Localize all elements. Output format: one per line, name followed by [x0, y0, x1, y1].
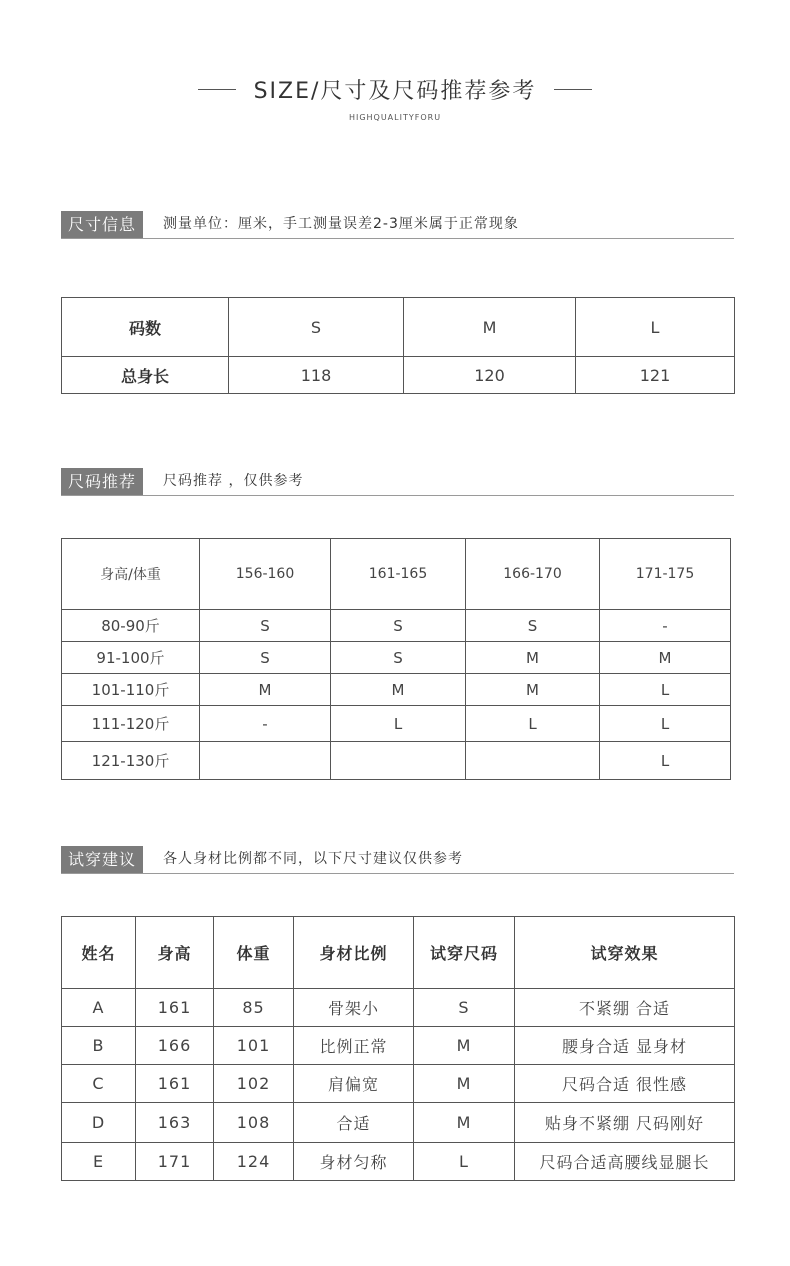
recommend-table-cell: - — [600, 610, 731, 642]
tryon-table-row — [62, 1027, 735, 1065]
tryon-table-cell: 102 — [214, 1065, 294, 1103]
recommend-table-header-cell: 156-160 — [200, 539, 331, 610]
section-size-info — [61, 211, 734, 239]
recommend-table-cell: M — [200, 674, 331, 706]
size-table-cell: 120 — [404, 357, 576, 394]
tryon-table-header-cell: 姓名 — [62, 917, 136, 989]
recommend-table-row — [62, 610, 731, 642]
size-table-row — [62, 357, 735, 394]
section-recommend-description: 尺码推荐 ，仅供参考 — [163, 473, 304, 489]
section-recommend-label: 尺码推荐 — [61, 468, 143, 495]
tryon-table-row — [62, 989, 735, 1027]
recommend-table-cell: 111-120斤 — [62, 706, 200, 742]
section-size-info-description: 测量单位：厘米，手工测量误差2-3厘米属于正常现象 — [163, 216, 519, 232]
tryon-table-cell: 尺码合适 很性感 — [515, 1065, 735, 1103]
section-recommend — [61, 468, 734, 496]
recommend-table-cell: 80-90斤 — [62, 610, 200, 642]
tryon-table-header-row — [62, 917, 735, 989]
section-tryon-description: 各人身材比例都不同，以下尺寸建议仅供参考 — [163, 851, 464, 867]
tryon-table-cell: 比例正常 — [294, 1027, 414, 1065]
tryon-table-cell: M — [414, 1065, 515, 1103]
recommend-table-cell: S — [331, 642, 466, 674]
recommend-table-header-cell: 身高/体重 — [62, 539, 200, 610]
tryon-table-cell: 尺码合适高腰线显腿长 — [515, 1143, 735, 1181]
recommend-table-row — [62, 706, 731, 742]
section-tryon-label: 试穿建议 — [61, 846, 143, 873]
tryon-table-cell: 171 — [136, 1143, 214, 1181]
tryon-table-header-cell: 试穿尺码 — [414, 917, 515, 989]
recommend-table-cell: S — [200, 610, 331, 642]
size-table-header-cell: M — [404, 298, 576, 357]
recommend-table-cell: 121-130斤 — [62, 742, 200, 780]
section-tryon — [61, 846, 734, 874]
tryon-table-header-cell: 身材比例 — [294, 917, 414, 989]
recommend-table-cell — [331, 742, 466, 780]
section-size-info-label: 尺寸信息 — [61, 211, 143, 238]
tryon-table-row — [62, 1103, 735, 1143]
tryon-table-header-cell: 试穿效果 — [515, 917, 735, 989]
recommend-table-cell: M — [331, 674, 466, 706]
recommend-table-row — [62, 642, 731, 674]
tryon-table — [61, 916, 735, 1181]
recommend-table — [61, 538, 731, 780]
size-table-header-cell: L — [576, 298, 735, 357]
tryon-table-cell: 不紧绷 合适 — [515, 989, 735, 1027]
tryon-table-cell: 108 — [214, 1103, 294, 1143]
recommend-table-header-cell: 161-165 — [331, 539, 466, 610]
tryon-table-cell: D — [62, 1103, 136, 1143]
recommend-table-cell: S — [466, 610, 600, 642]
recommend-table-cell: M — [466, 642, 600, 674]
tryon-table-cell: 163 — [136, 1103, 214, 1143]
tryon-table-cell: 骨架小 — [294, 989, 414, 1027]
tryon-table-cell: 161 — [136, 1065, 214, 1103]
recommend-table-cell: L — [466, 706, 600, 742]
tryon-table-cell: 161 — [136, 989, 214, 1027]
size-table-cell: 总身长 — [62, 357, 229, 394]
header-left-rule — [198, 89, 236, 90]
tryon-table-cell: 身材匀称 — [294, 1143, 414, 1181]
tryon-table-cell: 腰身合适 显身材 — [515, 1027, 735, 1065]
tryon-table-cell: 合适 — [294, 1103, 414, 1143]
tryon-table-cell: M — [414, 1027, 515, 1065]
tryon-table-cell: L — [414, 1143, 515, 1181]
tryon-table-row — [62, 1143, 735, 1181]
tryon-table-cell: 贴身不紧绷 尺码刚好 — [515, 1103, 735, 1143]
tryon-table-cell: C — [62, 1065, 136, 1103]
header-right-rule — [554, 89, 592, 90]
recommend-table-cell: S — [331, 610, 466, 642]
size-table-header-row — [62, 298, 735, 357]
recommend-table-cell: L — [600, 674, 731, 706]
size-table-header-cell: S — [229, 298, 404, 357]
recommend-table-cell — [466, 742, 600, 780]
recommend-table-row — [62, 674, 731, 706]
tryon-table-cell: A — [62, 989, 136, 1027]
recommend-table-cell: - — [200, 706, 331, 742]
recommend-table-cell: S — [200, 642, 331, 674]
tryon-table-cell: 85 — [214, 989, 294, 1027]
size-table-header-cell: 码数 — [62, 298, 229, 357]
page-title: SIZE/尺寸及尺码推荐参考 — [253, 78, 537, 104]
recommend-table-cell: L — [331, 706, 466, 742]
recommend-table-row — [62, 742, 731, 780]
tryon-table-cell: 肩偏宽 — [294, 1065, 414, 1103]
recommend-table-cell: 91-100斤 — [62, 642, 200, 674]
tryon-table-cell: 124 — [214, 1143, 294, 1181]
recommend-table-header-cell: 166-170 — [466, 539, 600, 610]
recommend-table-cell: M — [466, 674, 600, 706]
size-table-cell: 118 — [229, 357, 404, 394]
recommend-table-cell — [200, 742, 331, 780]
tryon-table-cell: 166 — [136, 1027, 214, 1065]
size-table — [61, 297, 735, 394]
tryon-table-cell: 101 — [214, 1027, 294, 1065]
recommend-table-cell: M — [600, 642, 731, 674]
tryon-table-header-cell: 身高 — [136, 917, 214, 989]
recommend-table-header-cell: 171-175 — [600, 539, 731, 610]
recommend-table-cell: L — [600, 706, 731, 742]
tryon-table-cell: S — [414, 989, 515, 1027]
tryon-table-cell: M — [414, 1103, 515, 1143]
tryon-table-header-cell: 体重 — [214, 917, 294, 989]
page-subtitle: HIGHQUALITYFORU — [348, 113, 442, 122]
tryon-table-row — [62, 1065, 735, 1103]
recommend-table-header-row — [62, 539, 731, 610]
tryon-table-cell: B — [62, 1027, 136, 1065]
recommend-table-cell: L — [600, 742, 731, 780]
page-header — [0, 72, 790, 106]
recommend-table-cell: 101-110斤 — [62, 674, 200, 706]
tryon-table-cell: E — [62, 1143, 136, 1181]
size-table-cell: 121 — [576, 357, 735, 394]
